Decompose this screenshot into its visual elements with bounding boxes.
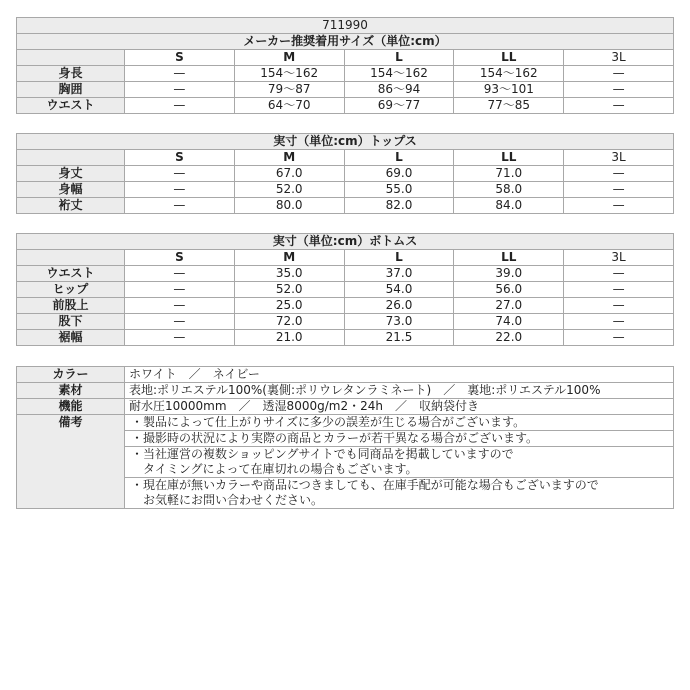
size-header-row bbox=[17, 250, 674, 266]
size-header-s: S bbox=[125, 150, 235, 166]
info-row-function bbox=[17, 399, 674, 415]
note-row bbox=[17, 415, 674, 431]
size-header-3l: 3L bbox=[564, 50, 674, 66]
info-row-material bbox=[17, 383, 674, 399]
table-cell: 21.5 bbox=[344, 330, 454, 346]
size-header-ll: LL bbox=[454, 150, 564, 166]
product-info-table bbox=[16, 366, 674, 509]
table-cell: — bbox=[564, 282, 674, 298]
table-row bbox=[17, 198, 674, 214]
size-header-row bbox=[17, 50, 674, 66]
table-cell: — bbox=[125, 66, 235, 82]
table-row bbox=[17, 298, 674, 314]
material-label: 素材 bbox=[17, 383, 125, 399]
table-row bbox=[17, 166, 674, 182]
table-cell: — bbox=[564, 330, 674, 346]
table-cell: 21.0 bbox=[234, 330, 344, 346]
table-cell: 93〜101 bbox=[454, 82, 564, 98]
tops-size-table bbox=[16, 133, 674, 214]
note-line: ・製品によって仕上がりサイズに多少の誤差が生じる場合がございます。 bbox=[131, 415, 526, 429]
row-label: ヒップ bbox=[17, 282, 125, 298]
size-header-m: M bbox=[234, 150, 344, 166]
row-label: 身長 bbox=[17, 66, 125, 82]
table-cell: 77〜85 bbox=[454, 98, 564, 114]
table-cell: — bbox=[125, 298, 235, 314]
table-cell: — bbox=[125, 98, 235, 114]
size-header-s: S bbox=[125, 50, 235, 66]
note-line: ・撮影時の状況により実際の商品とカラーが若干異なる場合がございます。 bbox=[131, 431, 539, 445]
table-cell: 52.0 bbox=[234, 282, 344, 298]
material-value: 表地:ポリエステル100%(裏側:ポリウレタンラミネート) ／ 裏地:ポリエステル100% bbox=[125, 383, 674, 399]
note-item bbox=[125, 431, 674, 447]
table-cell: 22.0 bbox=[454, 330, 564, 346]
table-cell: 74.0 bbox=[454, 314, 564, 330]
table-cell: 73.0 bbox=[344, 314, 454, 330]
bottoms-size-table bbox=[16, 233, 674, 346]
table-cell: 27.0 bbox=[454, 298, 564, 314]
bottoms-table-title: 実寸（単位:cm）ボトムス bbox=[17, 234, 674, 250]
size-header-row bbox=[17, 150, 674, 166]
table-cell: 26.0 bbox=[344, 298, 454, 314]
note-item bbox=[125, 415, 674, 431]
table-cell: — bbox=[564, 82, 674, 98]
header-corner bbox=[17, 150, 125, 166]
row-label: 胸囲 bbox=[17, 82, 125, 98]
table-cell: — bbox=[125, 182, 235, 198]
table-cell: — bbox=[564, 166, 674, 182]
table-row bbox=[17, 98, 674, 114]
table-cell: — bbox=[125, 282, 235, 298]
table-row bbox=[17, 266, 674, 282]
table-row bbox=[17, 314, 674, 330]
table-cell: 64〜70 bbox=[234, 98, 344, 114]
maker-size-table bbox=[16, 17, 674, 114]
table-cell: 54.0 bbox=[344, 282, 454, 298]
row-label: ウエスト bbox=[17, 266, 125, 282]
table-cell: 55.0 bbox=[344, 182, 454, 198]
table-cell: 82.0 bbox=[344, 198, 454, 214]
table-row bbox=[17, 66, 674, 82]
table-cell: — bbox=[125, 198, 235, 214]
table-cell: 154〜162 bbox=[344, 66, 454, 82]
info-row-color bbox=[17, 367, 674, 383]
table-cell: 69〜77 bbox=[344, 98, 454, 114]
table-cell: 84.0 bbox=[454, 198, 564, 214]
table-row bbox=[17, 182, 674, 198]
notes-label: 備考 bbox=[17, 415, 125, 509]
size-header-m: M bbox=[234, 50, 344, 66]
size-header-m: M bbox=[234, 250, 344, 266]
table-cell: 72.0 bbox=[234, 314, 344, 330]
size-header-l: L bbox=[344, 50, 454, 66]
color-value: ホワイト ／ ネイビー bbox=[125, 367, 674, 383]
table-cell: 79〜87 bbox=[234, 82, 344, 98]
table-cell: — bbox=[564, 66, 674, 82]
note-item bbox=[125, 478, 674, 509]
row-label: 身丈 bbox=[17, 166, 125, 182]
table-cell: 154〜162 bbox=[454, 66, 564, 82]
table-cell: — bbox=[125, 166, 235, 182]
function-value: 耐水圧10000mm ／ 透湿8000g/m2・24h ／ 収納袋付き bbox=[125, 399, 674, 415]
table-cell: 154〜162 bbox=[234, 66, 344, 82]
table-cell: 52.0 bbox=[234, 182, 344, 198]
table-cell: 35.0 bbox=[234, 266, 344, 282]
table-cell: — bbox=[564, 298, 674, 314]
size-header-ll: LL bbox=[454, 250, 564, 266]
note-line: タイミングによって在庫切れの場合もございます。 bbox=[131, 462, 418, 476]
size-header-3l: 3L bbox=[564, 150, 674, 166]
table-row bbox=[17, 282, 674, 298]
table-cell: 39.0 bbox=[454, 266, 564, 282]
table-cell: — bbox=[125, 82, 235, 98]
table-cell: 37.0 bbox=[344, 266, 454, 282]
table-cell: 80.0 bbox=[234, 198, 344, 214]
note-line: お気軽にお問い合わせください。 bbox=[131, 493, 324, 507]
table-cell: — bbox=[125, 330, 235, 346]
size-header-s: S bbox=[125, 250, 235, 266]
table-cell: 25.0 bbox=[234, 298, 344, 314]
row-label: 股下 bbox=[17, 314, 125, 330]
table-cell: — bbox=[564, 266, 674, 282]
table-cell: 86〜94 bbox=[344, 82, 454, 98]
header-corner bbox=[17, 50, 125, 66]
table-cell: 56.0 bbox=[454, 282, 564, 298]
size-header-3l: 3L bbox=[564, 250, 674, 266]
size-header-l: L bbox=[344, 250, 454, 266]
product-code: 711990 bbox=[17, 18, 674, 34]
row-label: 前股上 bbox=[17, 298, 125, 314]
table-cell: 58.0 bbox=[454, 182, 564, 198]
table-row bbox=[17, 330, 674, 346]
table-cell: 69.0 bbox=[344, 166, 454, 182]
row-label: 身幅 bbox=[17, 182, 125, 198]
table-cell: — bbox=[564, 98, 674, 114]
row-label: ウエスト bbox=[17, 98, 125, 114]
table-cell: — bbox=[564, 198, 674, 214]
row-label: 裾幅 bbox=[17, 330, 125, 346]
color-label: カラー bbox=[17, 367, 125, 383]
maker-table-title: メーカー推奨着用サイズ（単位:cm） bbox=[17, 34, 674, 50]
table-cell: — bbox=[125, 266, 235, 282]
table-cell: — bbox=[125, 314, 235, 330]
table-row bbox=[17, 82, 674, 98]
tops-table-title: 実寸（単位:cm）トップス bbox=[17, 134, 674, 150]
note-item bbox=[125, 447, 674, 478]
row-label: 裄丈 bbox=[17, 198, 125, 214]
table-cell: — bbox=[564, 182, 674, 198]
table-cell: — bbox=[564, 314, 674, 330]
table-cell: 71.0 bbox=[454, 166, 564, 182]
size-header-l: L bbox=[344, 150, 454, 166]
note-line: ・当社運営の複数ショッピングサイトでも同商品を掲載していますので bbox=[131, 447, 514, 461]
function-label: 機能 bbox=[17, 399, 125, 415]
size-header-ll: LL bbox=[454, 50, 564, 66]
table-cell: 67.0 bbox=[234, 166, 344, 182]
header-corner bbox=[17, 250, 125, 266]
note-line: ・現在庫が無いカラーや商品につきましても、在庫手配が可能な場合もございますので bbox=[131, 478, 599, 492]
